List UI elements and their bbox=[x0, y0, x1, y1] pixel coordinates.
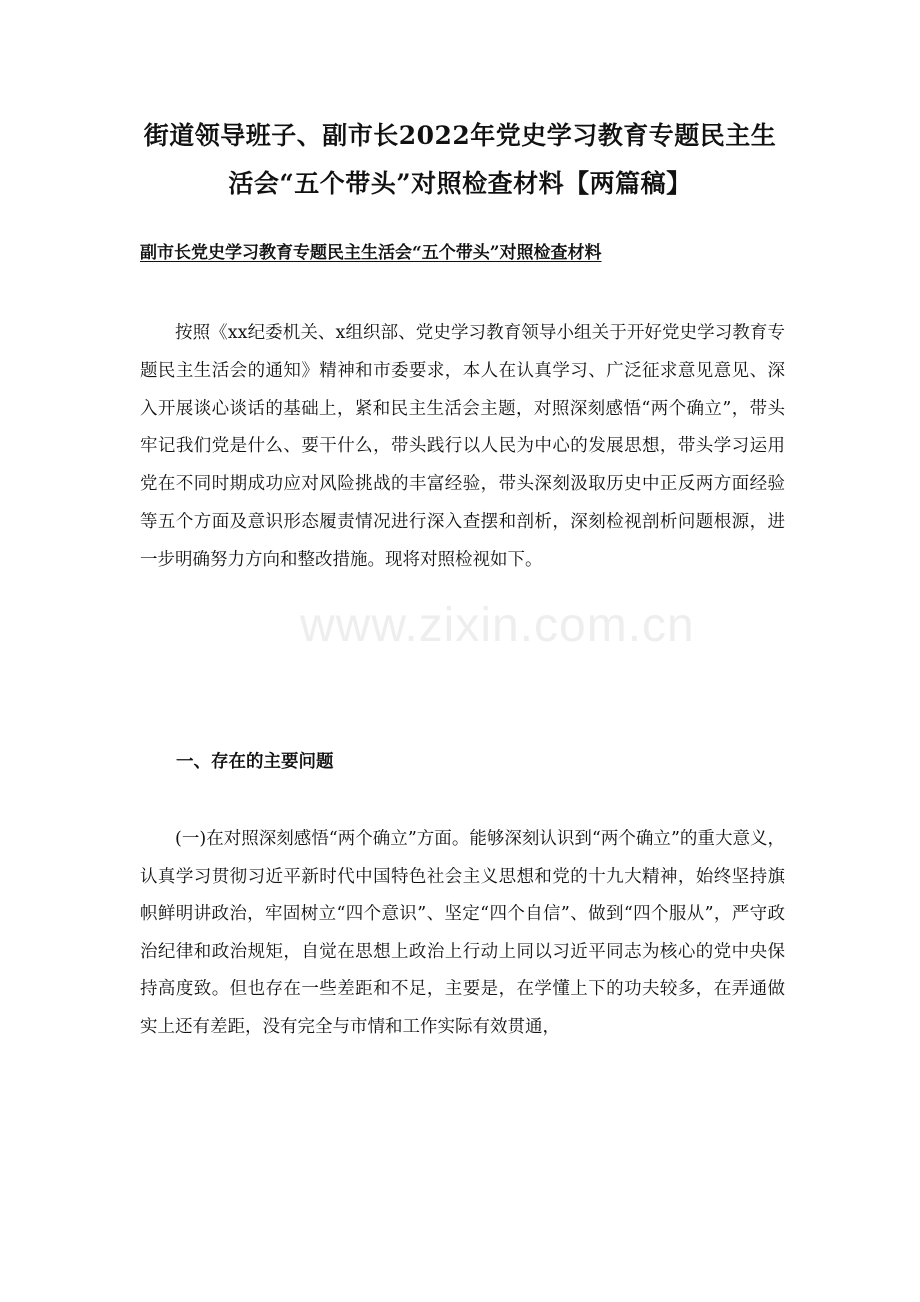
watermark: www.zixin.com.cn bbox=[300, 599, 695, 652]
part-one-paragraph: (一)在对照深刻感悟“两个确立”方面。能够深刻认识到“两个确立”的重大意义，认真学习贯彻习近平新时代中国特色社会主义思想和党的十九大精神，始终坚持旗帜鲜明讲政治，牢固树立“四个意识”、坚定“四个自信”、做到“四个服从”，严守政治纪律和政治规矩，自觉在思想上政治上行动上同以习近平同志为核心的党中央保持高度致。但也存在一些差距和不足，主要是，在学懂上下的功夫较多，在弄通做实上还有差距，没有完全与市情和工作实际有效贯通， bbox=[140, 829, 785, 1037]
document-title: 街道领导班子、副市长2022年党史学习教育专题民主生活会“五个带头”对照检查材料【两篇稿】 bbox=[143, 121, 777, 198]
section-heading: 副市长党史学习教育专题民主生活会“五个带头”对照检查材料 bbox=[140, 243, 602, 263]
part-one-heading: 一、存在的主要问题 bbox=[176, 752, 334, 772]
intro-paragraph: 按照《xx纪委机关、x组织部、党史学习教育领导小组关于开好党史学习教育专题民主生活会的通知》精神和市委要求，本人在认真学习、广泛征求意见意见、深入开展谈心谈话的基础上，紧和民主生活会主题，对照深刻感悟“两个确立”，带头牢记我们党是什么、要干什么，带头践行以人民为中心的发展思想，带头学习运用党在不同时期成功应对风险挑战的丰富经验，带头深刻汲取历史中正反两方面经验等五个方面及意识形态履责情况进行深入查摆和剖析，深刻检视剖析问题根源，进一步明确努力方向和整改措施。现将对照检视如下。 bbox=[140, 323, 785, 570]
